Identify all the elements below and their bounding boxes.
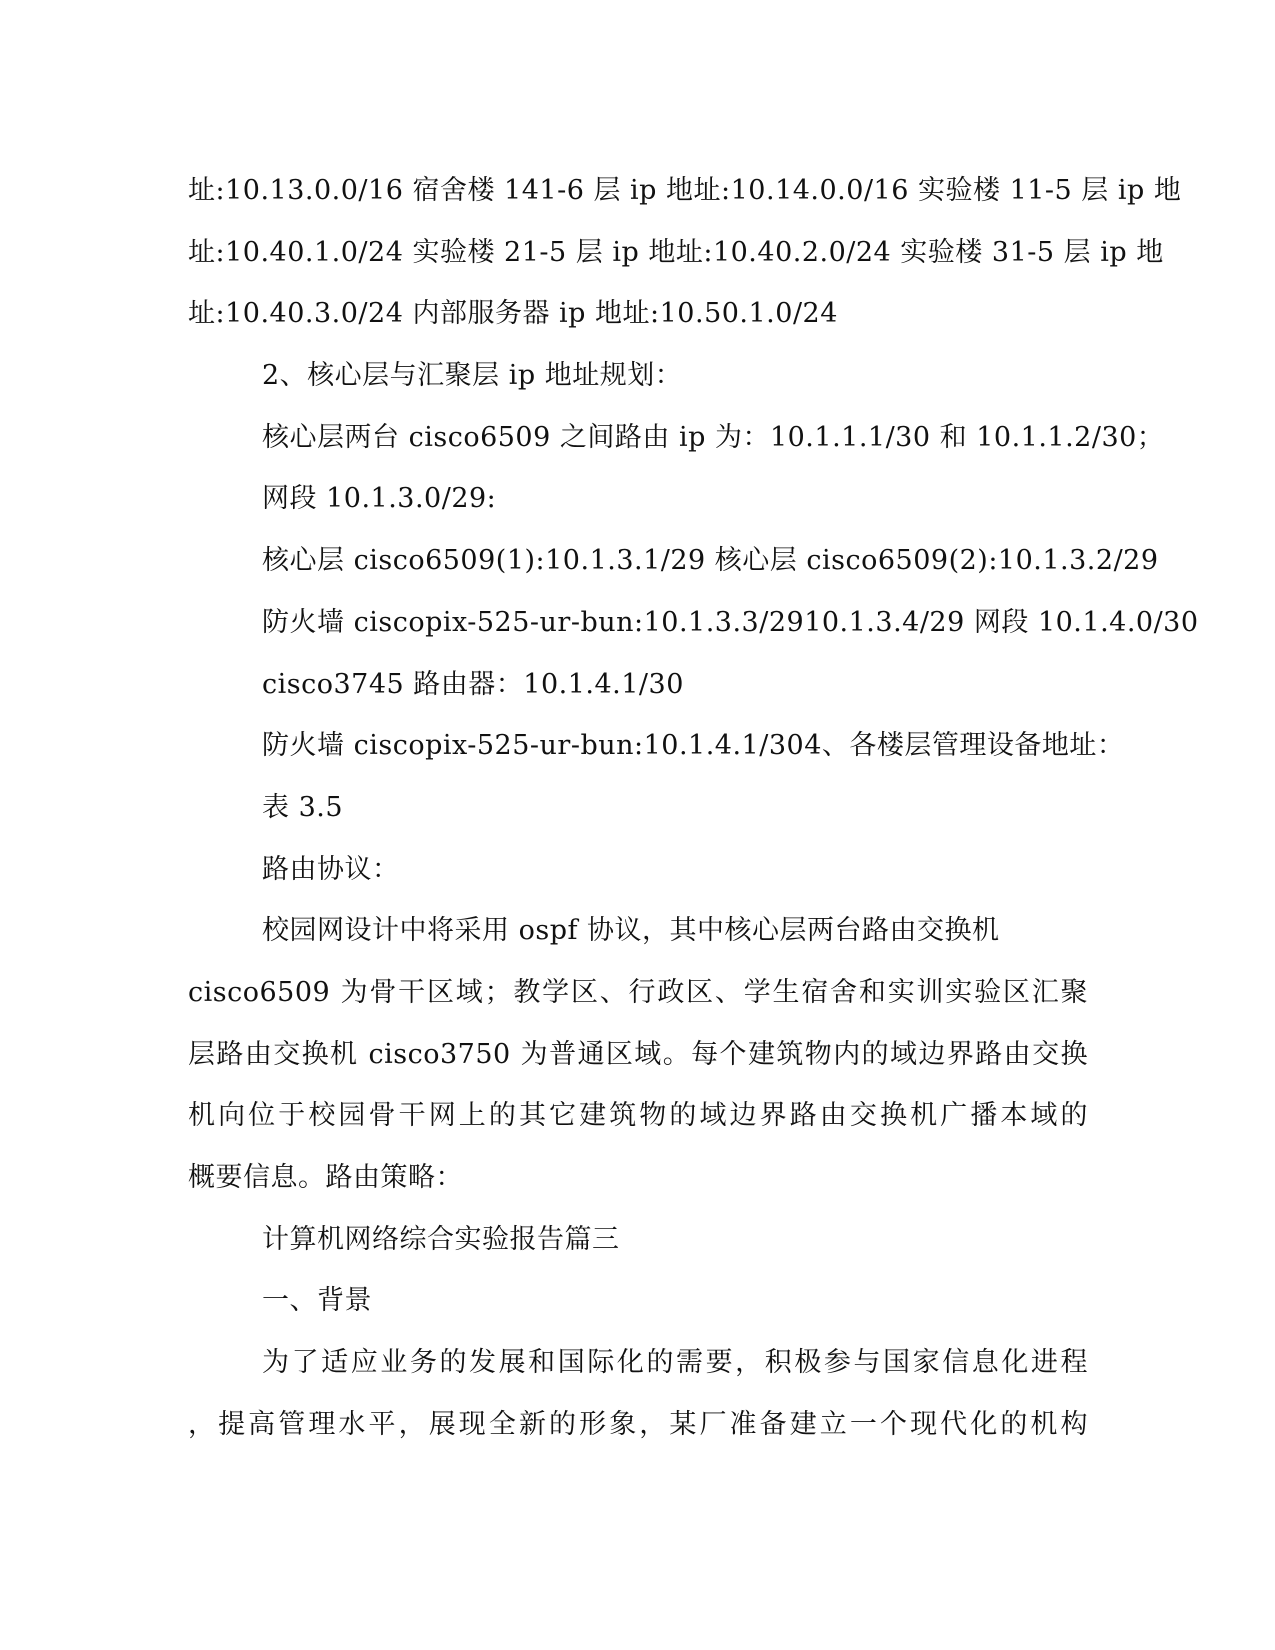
text-line-3: 址:10.40.3.0/24 内部服务器 ip 地址:10.50.1.0/24 xyxy=(188,298,838,330)
section-title-report-3: 计算机网络综合实验报告篇三 xyxy=(262,1223,620,1255)
text-line-9: cisco3745 路由器：10.1.4.1/30 xyxy=(262,668,684,700)
document-body xyxy=(188,160,1199,1455)
text-line-6: 网段 10.1.3.0/29: xyxy=(262,483,497,515)
text-line-2: 址:10.40.1.0/24 实验楼 21-5 层 ip 地址:10.40.2.0/24 实验楼 31-5 层 ip 地 xyxy=(188,236,1164,268)
text-line-10: 防火墙 ciscopix-525-ur-bun:10.1.4.1/304、各楼层管理设备地址： xyxy=(262,730,1125,762)
text-line-21: ，提高管理水平，展现全新的形象，某厂准备建立一个现代化的机构 xyxy=(188,1408,1088,1440)
text-line-7: 核心层 cisco6509(1):10.1.3.1/29 核心层 cisco6509(2):10.1.3.2/29 xyxy=(262,545,1159,577)
section-heading-ip-plan: 2、核心层与汇聚层 ip 地址规划： xyxy=(262,360,683,392)
text-line-20: 为了适应业务的发展和国际化的需要，积极参与国家信息化进程 xyxy=(262,1347,1088,1379)
text-line-15: 层路由交换机 cisco3750 为普通区域。每个建筑物内的域边界路由交换 xyxy=(188,1038,1088,1070)
text-line-14: cisco6509 为骨干区域；教学区、行政区、学生宿舍和实训实验区汇聚 xyxy=(188,976,1088,1008)
text-line-17: 概要信息。路由策略： xyxy=(188,1162,463,1193)
text-line-16: 机向位于校园骨干网上的其它建筑物的域边界路由交换机广播本域的 xyxy=(188,1100,1088,1132)
section-heading-background: 一、背景 xyxy=(262,1285,372,1317)
text-line-5: 核心层两台 cisco6509 之间路由 ip 为：10.1.1.1/30 和 10.1.1.2/30； xyxy=(262,421,1165,453)
text-line-1: 址:10.13.0.0/16 宿舍楼 141-6 层 ip 地址:10.14.0.0/16 实验楼 11-5 层 ip 地 xyxy=(188,175,1182,206)
table-caption: 表 3.5 xyxy=(262,791,344,823)
text-line-8: 防火墙 ciscopix-525-ur-bun:10.1.3.3/2910.1.3.4/29 网段 10.1.4.0/30 xyxy=(262,606,1199,638)
section-heading-routing-protocol: 路由协议： xyxy=(262,853,400,885)
text-line-13: 校园网设计中将采用 ospf 协议，其中核心层两台路由交换机 xyxy=(262,915,1000,947)
